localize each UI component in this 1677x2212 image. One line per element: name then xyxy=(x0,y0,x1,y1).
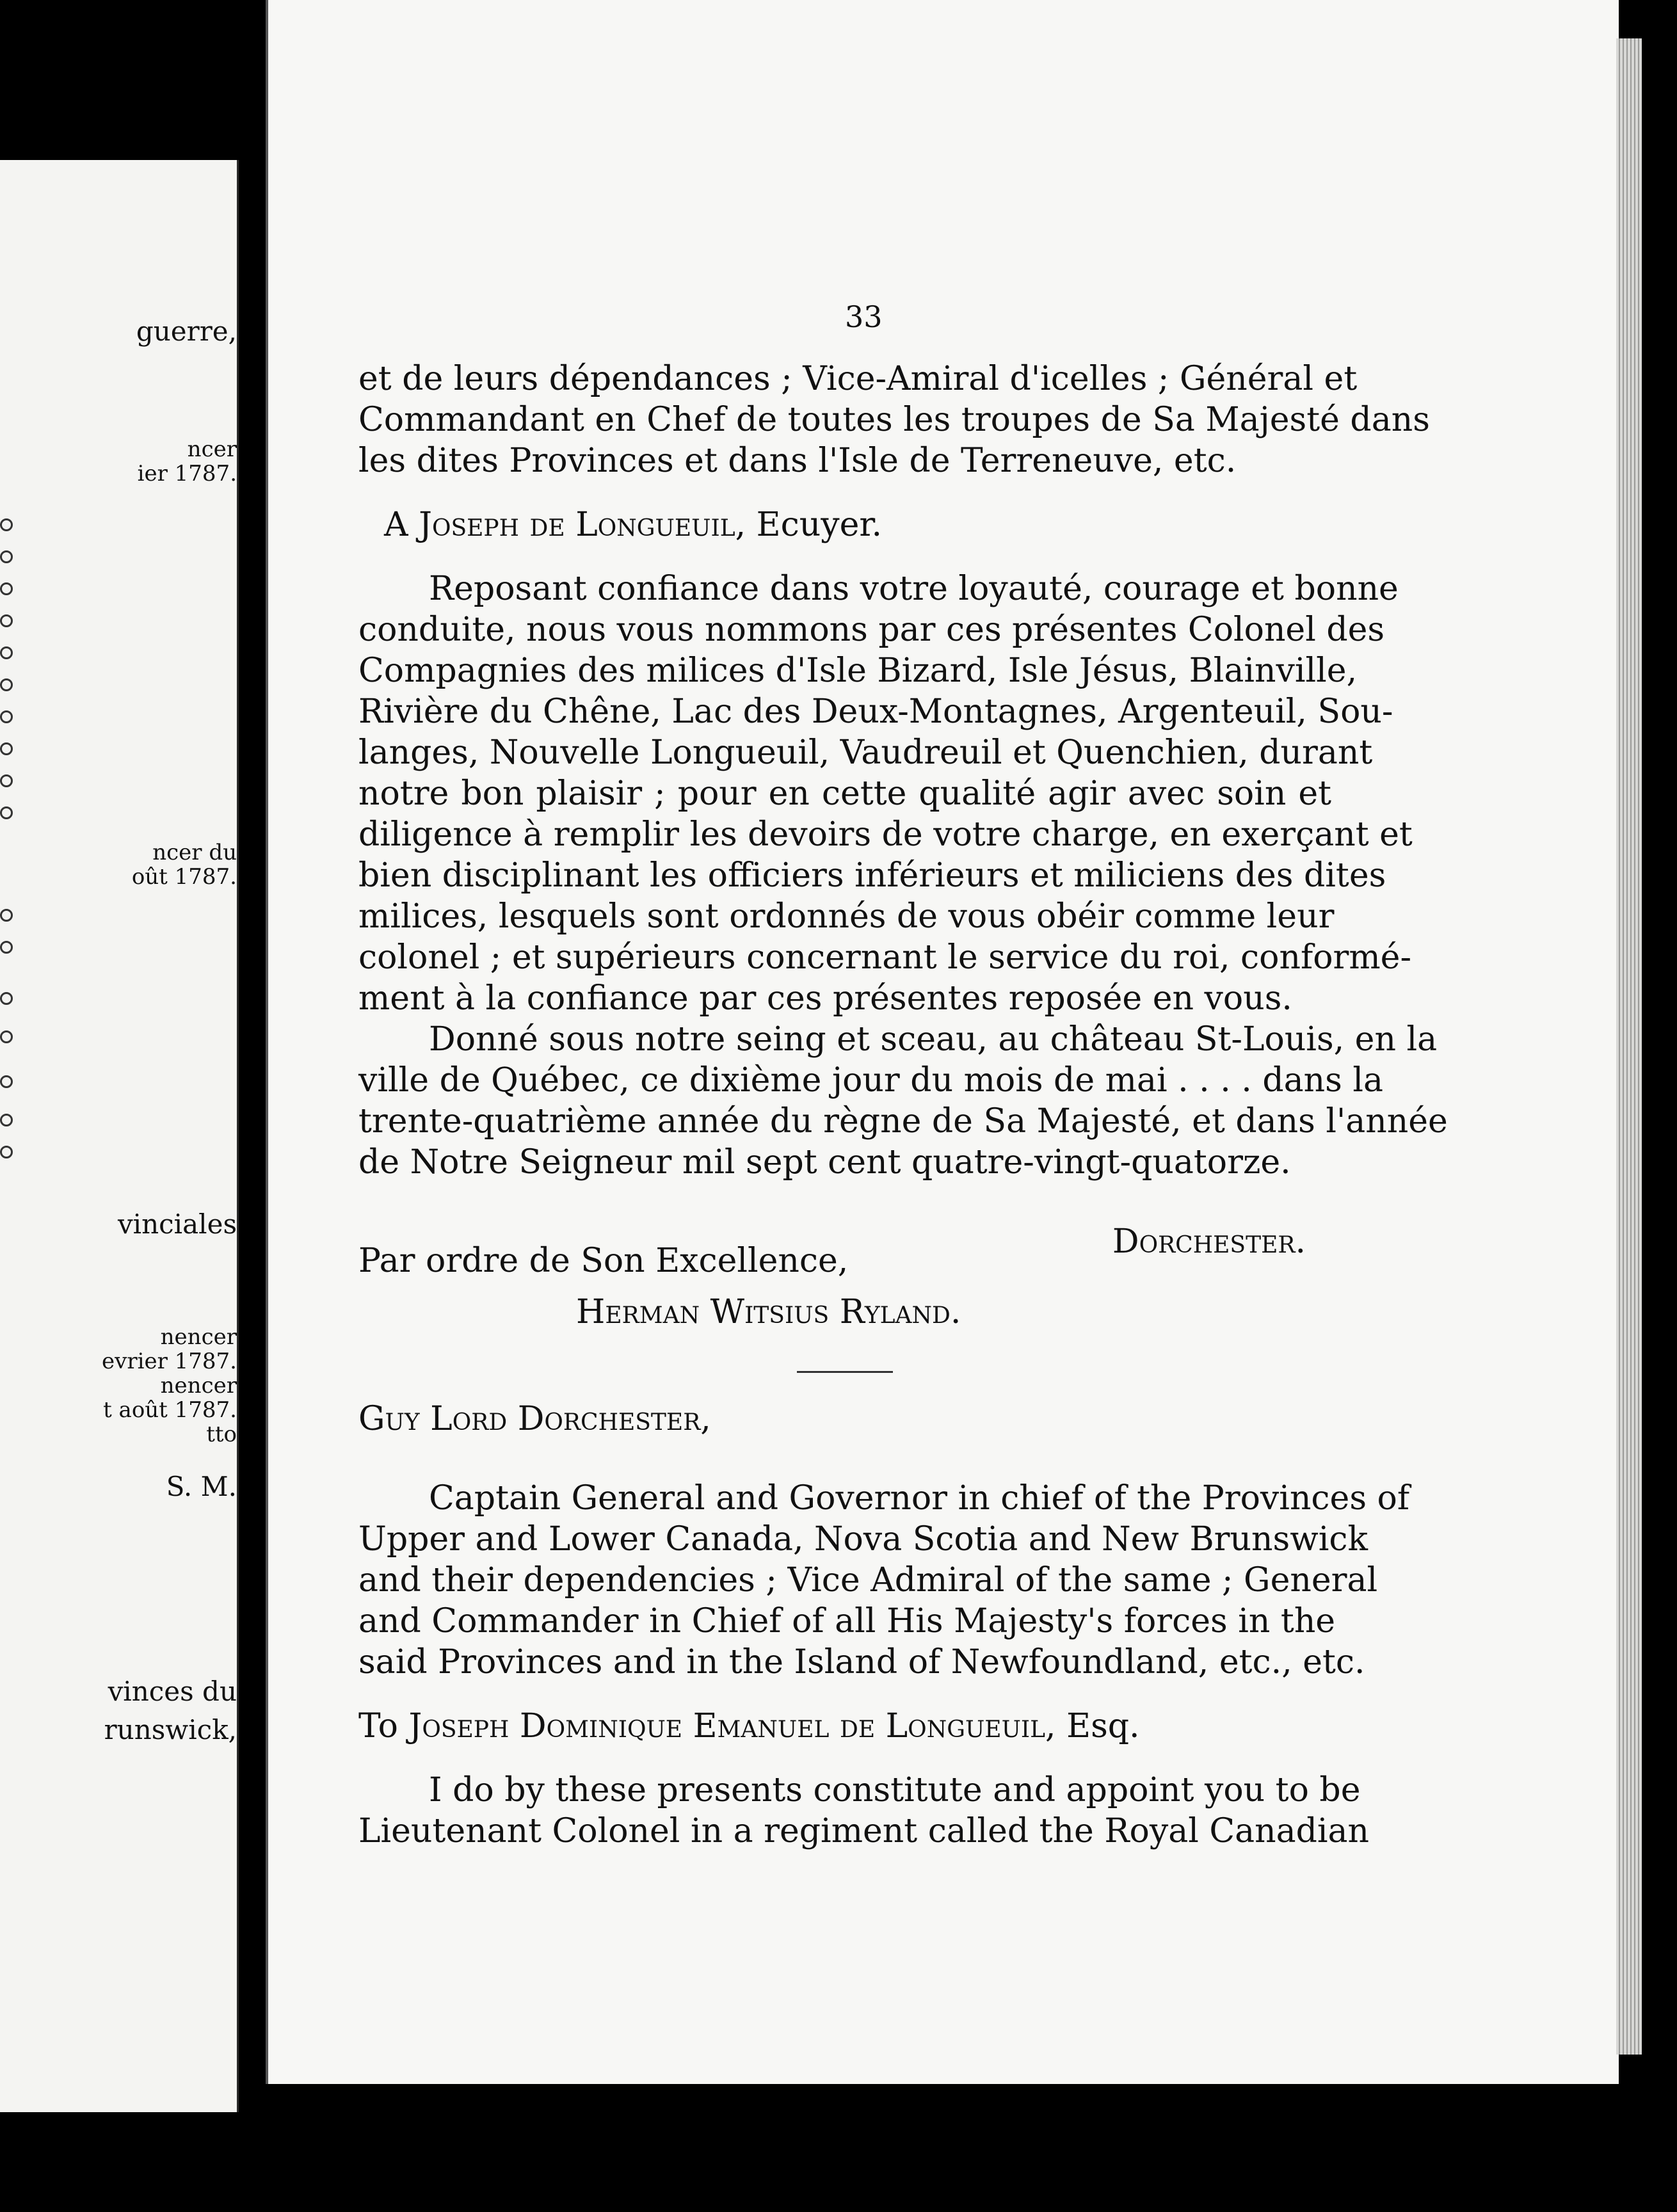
french-commission-body xyxy=(358,568,1413,1019)
left-fragment: ier 1787. xyxy=(137,461,237,486)
english-heading xyxy=(358,1399,1331,1439)
left-fragment: vinces du xyxy=(108,1676,237,1707)
text-line: Upper and Lower Canada, Nova Scotia and New Brunswick xyxy=(358,1520,1368,1559)
page-edge xyxy=(1616,38,1642,2055)
text-line: milices, lesquels sont ordonnés de vous obéir comme leur xyxy=(358,897,1335,936)
text-line: said Provinces and in the Island of Newfoundland, etc., etc. xyxy=(358,1643,1365,1681)
addressee-name: Joseph de Longueuil xyxy=(419,506,735,544)
leader-dot xyxy=(0,678,13,691)
text-line: Rivière du Chêne, Lac des Deux-Montagnes, Argenteuil, Sou- xyxy=(358,693,1393,731)
leader-dot xyxy=(0,1030,13,1043)
text-line: Compagnies des milices d'Isle Bizard, Isle Jésus, Blainville, xyxy=(358,652,1358,690)
left-fragment: ncer xyxy=(187,437,237,462)
text-line: trente-quatrième année du règne de Sa Majesté, et dans l'année xyxy=(358,1102,1448,1141)
text-line: ville de Québec, ce dixième jour du mois de mai . . . . dans la xyxy=(358,1061,1383,1100)
left-fragment: t août 1787. xyxy=(103,1397,237,1423)
french-dated-paragraph xyxy=(358,1019,1448,1183)
signature-row xyxy=(358,1221,1331,1280)
french-opening xyxy=(358,358,1430,481)
leader-dot xyxy=(0,518,13,531)
english-title-block xyxy=(358,1478,1410,1683)
addressee-prefix: To xyxy=(358,1707,409,1745)
leader-dot xyxy=(0,941,13,954)
leader-dot xyxy=(0,1146,13,1158)
leader-dot xyxy=(0,774,13,787)
text-line: I do by these presents constitute and appoint you to be xyxy=(429,1771,1361,1809)
left-page-fragment xyxy=(0,160,239,2112)
addressee-name: Joseph Dominique Emanuel de Longueuil xyxy=(408,1707,1046,1745)
text-line: notre bon plaisir ; pour en cette qualité agir avec soin et xyxy=(358,774,1331,813)
secretary-signature: Herman Witsius Ryland. xyxy=(576,1293,961,1331)
leader-dot xyxy=(0,582,13,595)
addressee-suffix: , Esq. xyxy=(1045,1707,1140,1745)
leader-dot xyxy=(0,806,13,819)
left-fragment: oût 1787. xyxy=(131,864,237,890)
addressee-prefix: A xyxy=(384,506,419,544)
left-fragment: vinciales xyxy=(117,1208,237,1240)
left-fragment: guerre, xyxy=(136,316,237,347)
left-fragment: nencer xyxy=(160,1373,237,1399)
english-commission-body xyxy=(358,1770,1370,1852)
text-line: colonel ; et supérieurs concernant le service du roi, conformé- xyxy=(358,938,1412,977)
left-fragment: tto xyxy=(206,1422,237,1447)
left-fragment: evrier 1787. xyxy=(102,1349,237,1374)
text-line: les dites Provinces et dans l'Isle de Terreneuve, etc. xyxy=(358,442,1237,480)
left-fragment: runswick, xyxy=(104,1714,237,1745)
leader-dot xyxy=(0,909,13,922)
text-line: diligence à remplir les devoirs de votre charge, en exerçant et xyxy=(358,815,1413,854)
left-fragment: nencer xyxy=(160,1324,237,1350)
text-line: et de leurs dépendances ; Vice-Amiral d'icelles ; Général et xyxy=(358,360,1358,398)
by-order-line: Par ordre de Son Excellence, xyxy=(358,1242,849,1280)
governor-signature: Dorchester. xyxy=(1112,1222,1306,1261)
leader-dot xyxy=(0,1075,13,1088)
left-fragment: S. M. xyxy=(166,1471,237,1502)
text-line: ment à la confiance par ces présentes reposée en vous. xyxy=(358,979,1292,1018)
page-number: 33 xyxy=(845,300,883,334)
text-line: Commandant en Chef de toutes les troupes de Sa Majesté dans xyxy=(358,401,1430,439)
leader-dot xyxy=(0,710,13,723)
leader-dot xyxy=(0,646,13,659)
leader-dot xyxy=(0,1114,13,1126)
text-line: langes, Nouvelle Longueuil, Vaudreuil et Quenchien, durant xyxy=(358,733,1373,772)
text-line: and Commander in Chief of all His Majesty's forces in the xyxy=(358,1602,1336,1640)
text-line: conduite, nous vous nommons par ces présentes Colonel des xyxy=(358,611,1385,649)
left-fragment: ncer du xyxy=(152,840,237,865)
english-addressee xyxy=(358,1706,1331,1747)
addressee-suffix: , Ecuyer. xyxy=(735,506,883,544)
leader-dot xyxy=(0,614,13,627)
document-body xyxy=(358,358,1448,1852)
leader-dot xyxy=(0,992,13,1005)
text-line: bien disciplinant les officiers inférieurs et miliciens des dites xyxy=(358,856,1386,895)
text-line: Donné sous notre seing et sceau, au château St-Louis, en la xyxy=(429,1020,1438,1059)
text-line: Lieutenant Colonel in a regiment called the Royal Canadian xyxy=(358,1812,1370,1850)
section-divider xyxy=(797,1371,893,1373)
text-line: Reposant confiance dans votre loyauté, courage et bonne xyxy=(429,570,1399,608)
french-addressee xyxy=(358,504,1331,545)
text-line: and their dependencies ; Vice Admiral of the same ; General xyxy=(358,1561,1378,1599)
text-line: Captain General and Governor in chief of the Provinces of xyxy=(429,1479,1410,1518)
text-line: de Notre Seigneur mil sept cent quatre-vingt-quatorze. xyxy=(358,1143,1291,1182)
leader-dot xyxy=(0,550,13,563)
heading-name: Guy Lord Dorchester, xyxy=(358,1400,711,1438)
leader-dot xyxy=(0,742,13,755)
